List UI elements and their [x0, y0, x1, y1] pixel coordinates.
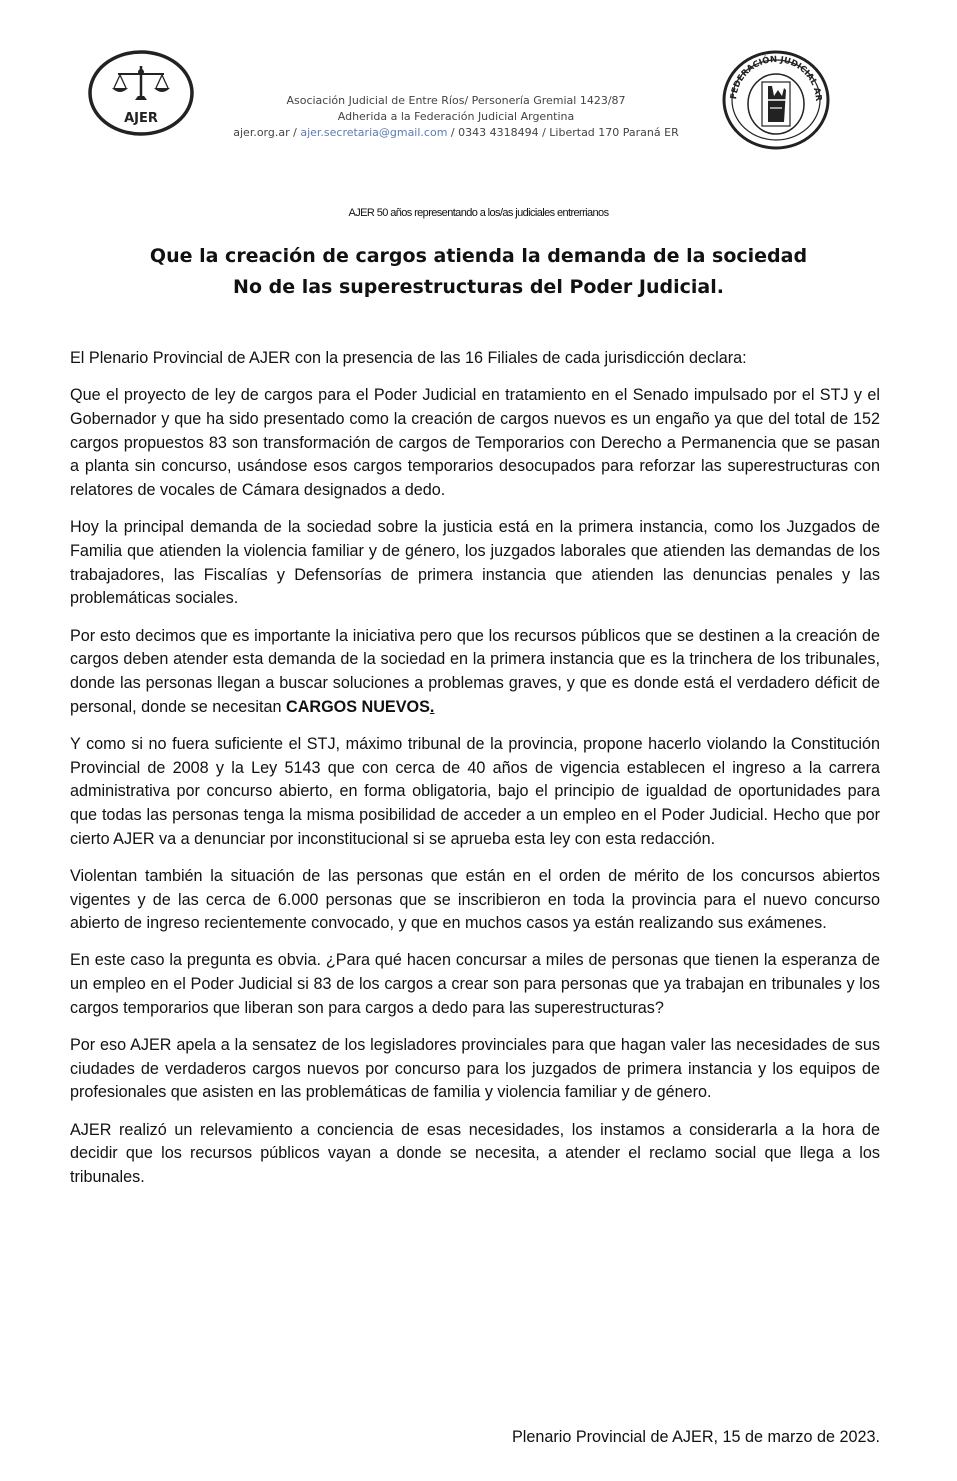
federacion-judicial-logo: [722, 50, 830, 150]
ajer-logo-text: AJER: [124, 111, 158, 126]
org-contact-line: [196, 125, 716, 141]
org-affiliation-line: Adherida a la Federación Judicial Argentina: [337, 110, 575, 123]
federation-seal-icon: [722, 50, 830, 150]
paragraph: Que el proyecto de ley de cargos para el Poder Judicial en tratamiento en el Senado impulsado por el STJ y el Gobernador y que ha sido presentado como la creación de cargos nuevos es un engaño ya que del total de 152 cargos propuestos 83 son transformación de cargos de Temporarios con Derecho a Permanencia que se pasan a planta sin concurso, usándose esos cargos temporarios desocupados para reforzar las superestructuras con relatores de vocales de Cámara designados a dedo.: [70, 386, 880, 500]
paragraph: AJER realizó un relevamiento a conciencia de esas necesidades, los instamos a considerarla a la hora de decidir que los recursos públicos vayan a donde se necesita, a atender el reclamo social que llega a los tribunales.: [70, 1120, 880, 1187]
tagline: AJER 50 años representando a los/as judiciales entrerrianos: [348, 207, 609, 219]
org-name-line: Asociación Judicial de Entre Ríos/ Personería Gremial 1423/87: [286, 94, 626, 107]
seal-text: FEDERACIÓN JUDICIAL AR: [729, 54, 824, 102]
paragraph-text: Por esto decimos que es importante la iniciativa pero que los recursos públicos que se destinen a la creación de cargos deben atender esta demanda de la sociedad en la primera instancia que es la trinchera de los tribunales, donde las personas llegan a buscar soluciones a problemas graves, y que es donde está el verdadero déficit de personal, donde se necesitan: [70, 626, 880, 716]
scales-of-justice-icon: [88, 50, 194, 136]
document-body: [70, 347, 880, 1203]
paragraph: Y como si no fuera suficiente el STJ, máximo tribunal de la provincia, propone hacerlo violando la Constitución Provincial de 2008 y la Ley 5143 que con cerca de 40 años de vigencia establecen el ingreso a la carrera administrativa por concurso abierto, en forma obligatoria, bajo el principio de igualdad de oportunidades para que todas las personas tenga la misma posibilidad de acceder a un empleo en el Poder Judicial. Hecho que por cierto AJER va a denunciar por inconstitucional si se aprueba esta ley con esta redacción.: [70, 734, 880, 848]
contact-details: / 0343 4318494 / Libertad 170 Paraná ER: [447, 126, 679, 139]
paragraph: [70, 625, 880, 720]
email-link[interactable]: ajer.secretaria@gmail.com: [300, 126, 448, 139]
paragraph: Hoy la principal demanda de la sociedad sobre la justicia está en la primera instancia, como los Juzgados de Familia que atienden la violencia familiar y de género, los juzgados laborales que atienden las demandas de los trabajadores, las Fiscalías y Defensorías de primera instancia que atienden las denuncias penales y las problemáticas sociales.: [70, 518, 880, 608]
organization-info: [196, 93, 716, 141]
paragraph-end-mark: .: [429, 697, 435, 716]
website-text: ajer.org.ar /: [233, 126, 301, 139]
title-line-1: Que la creación de cargos atienda la demanda de la sociedad: [149, 245, 808, 267]
document-title: [0, 241, 957, 303]
ajer-logo: [88, 50, 194, 136]
emphasis-cargos-nuevos: CARGOS NUEVOS: [286, 697, 430, 716]
signature-line: Plenario Provincial de AJER, 15 de marzo de 2023.: [511, 1428, 880, 1446]
paragraph-intro: El Plenario Provincial de AJER con la presencia de las 16 Filiales de cada jurisdicción declara:: [70, 349, 747, 367]
title-line-2: No de las superestructuras del Poder Judicial.: [233, 276, 724, 298]
paragraph: En este caso la pregunta es obvia. ¿Para qué hacen concursar a miles de personas que tienen la esperanza de un empleo en el Poder Judicial si 83 de los cargos a crear son para personas que ya trabajan en tribunales y los cargos temporarios que liberan son para cargos a dedo para las superestructuras?: [70, 951, 880, 1017]
paragraph: Por eso AJER apela a la sensatez de los legisladores provinciales para que hagan valer las necesidades de sus ciudades de verdaderos cargos nuevos por concurso para los juzgados de primera instancia y los equipos de profesionales que asisten en las problemáticas de familia y violencia familiar y de género.: [70, 1036, 880, 1102]
paragraph: Violentan también la situación de las personas que están en el orden de mérito de los concursos abiertos vigentes y de las cerca de 6.000 personas que se inscribieron en toda la provincia para el nuevo concurso abierto de ingreso recientemente convocado, y que en muchos casos ya están realizando sus exámenes.: [70, 866, 880, 933]
